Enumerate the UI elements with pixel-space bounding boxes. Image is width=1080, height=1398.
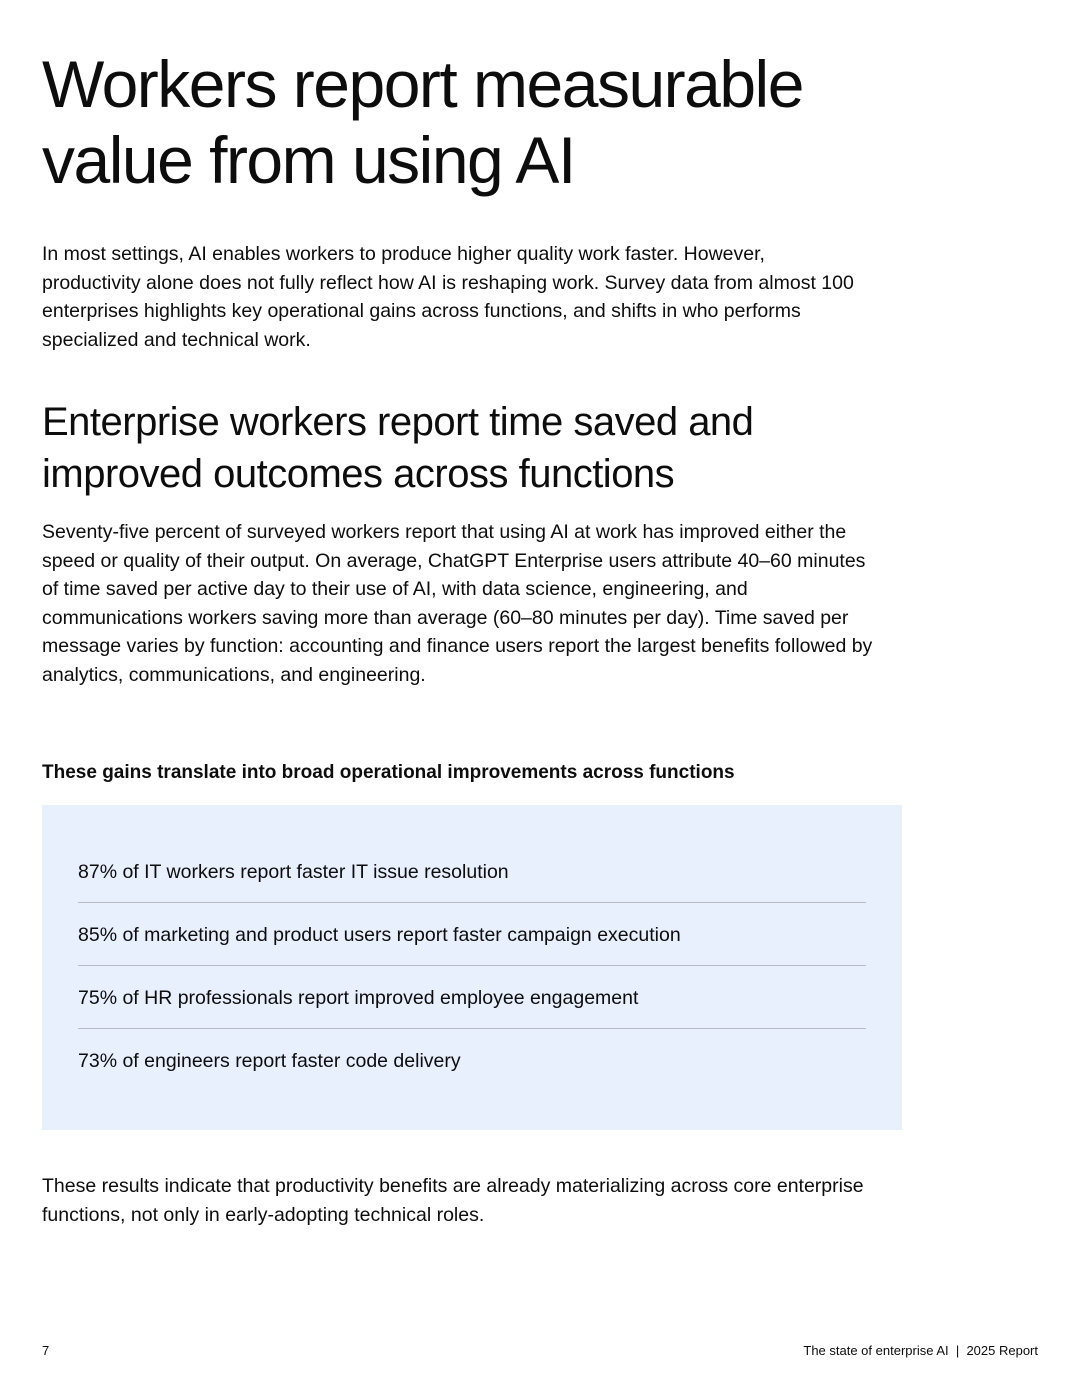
closing-paragraph: These results indicate that productivity benefits are already materializing across core enterprise functions, not only in early-adopting technical roles. — [42, 1175, 864, 1226]
stat-item-engineering: 73% of engineers report faster code delivery — [78, 1050, 461, 1072]
footer-page-number: 7 — [42, 1343, 50, 1358]
stat-item-it: 87% of IT workers report faster IT issue resolution — [78, 840, 866, 903]
page-title: Workers report measurable value from using AI — [42, 47, 803, 197]
callout-heading: These gains translate into broad operational improvements across functions — [42, 762, 735, 783]
intro-paragraph: In most settings, AI enables workers to produce higher quality work faster. However, productivity alone does not fully reflect how AI is reshaping work. Survey data from almost 100 enterprises highlights key operational gains across functions, and shifts in who performs specialized and technical work. — [42, 243, 854, 351]
section-body-paragraph: Seventy-five percent of surveyed workers report that using AI at work has improved either the speed or quality of their output. On average, ChatGPT Enterprise users attribute 40–60 minutes of time saved per active day to their use of AI, with data science, engineering, and communications workers saving more than average (60–80 minutes per day). Time saved per message varies by function: accounting and finance users report the largest benefits followed by analytics, communications, and engineering. — [42, 521, 873, 686]
footer-report-title: The state of enterprise AI | 2025 Report — [803, 1343, 1038, 1358]
stats-callout-box — [42, 805, 902, 1130]
stat-item-marketing: 85% of marketing and product users report faster campaign execution — [78, 903, 866, 966]
stat-item-hr: 75% of HR professionals report improved employee engagement — [78, 966, 866, 1029]
stats-list — [78, 840, 866, 1092]
section-heading: Enterprise workers report time saved and improved outcomes across functions — [42, 400, 754, 496]
